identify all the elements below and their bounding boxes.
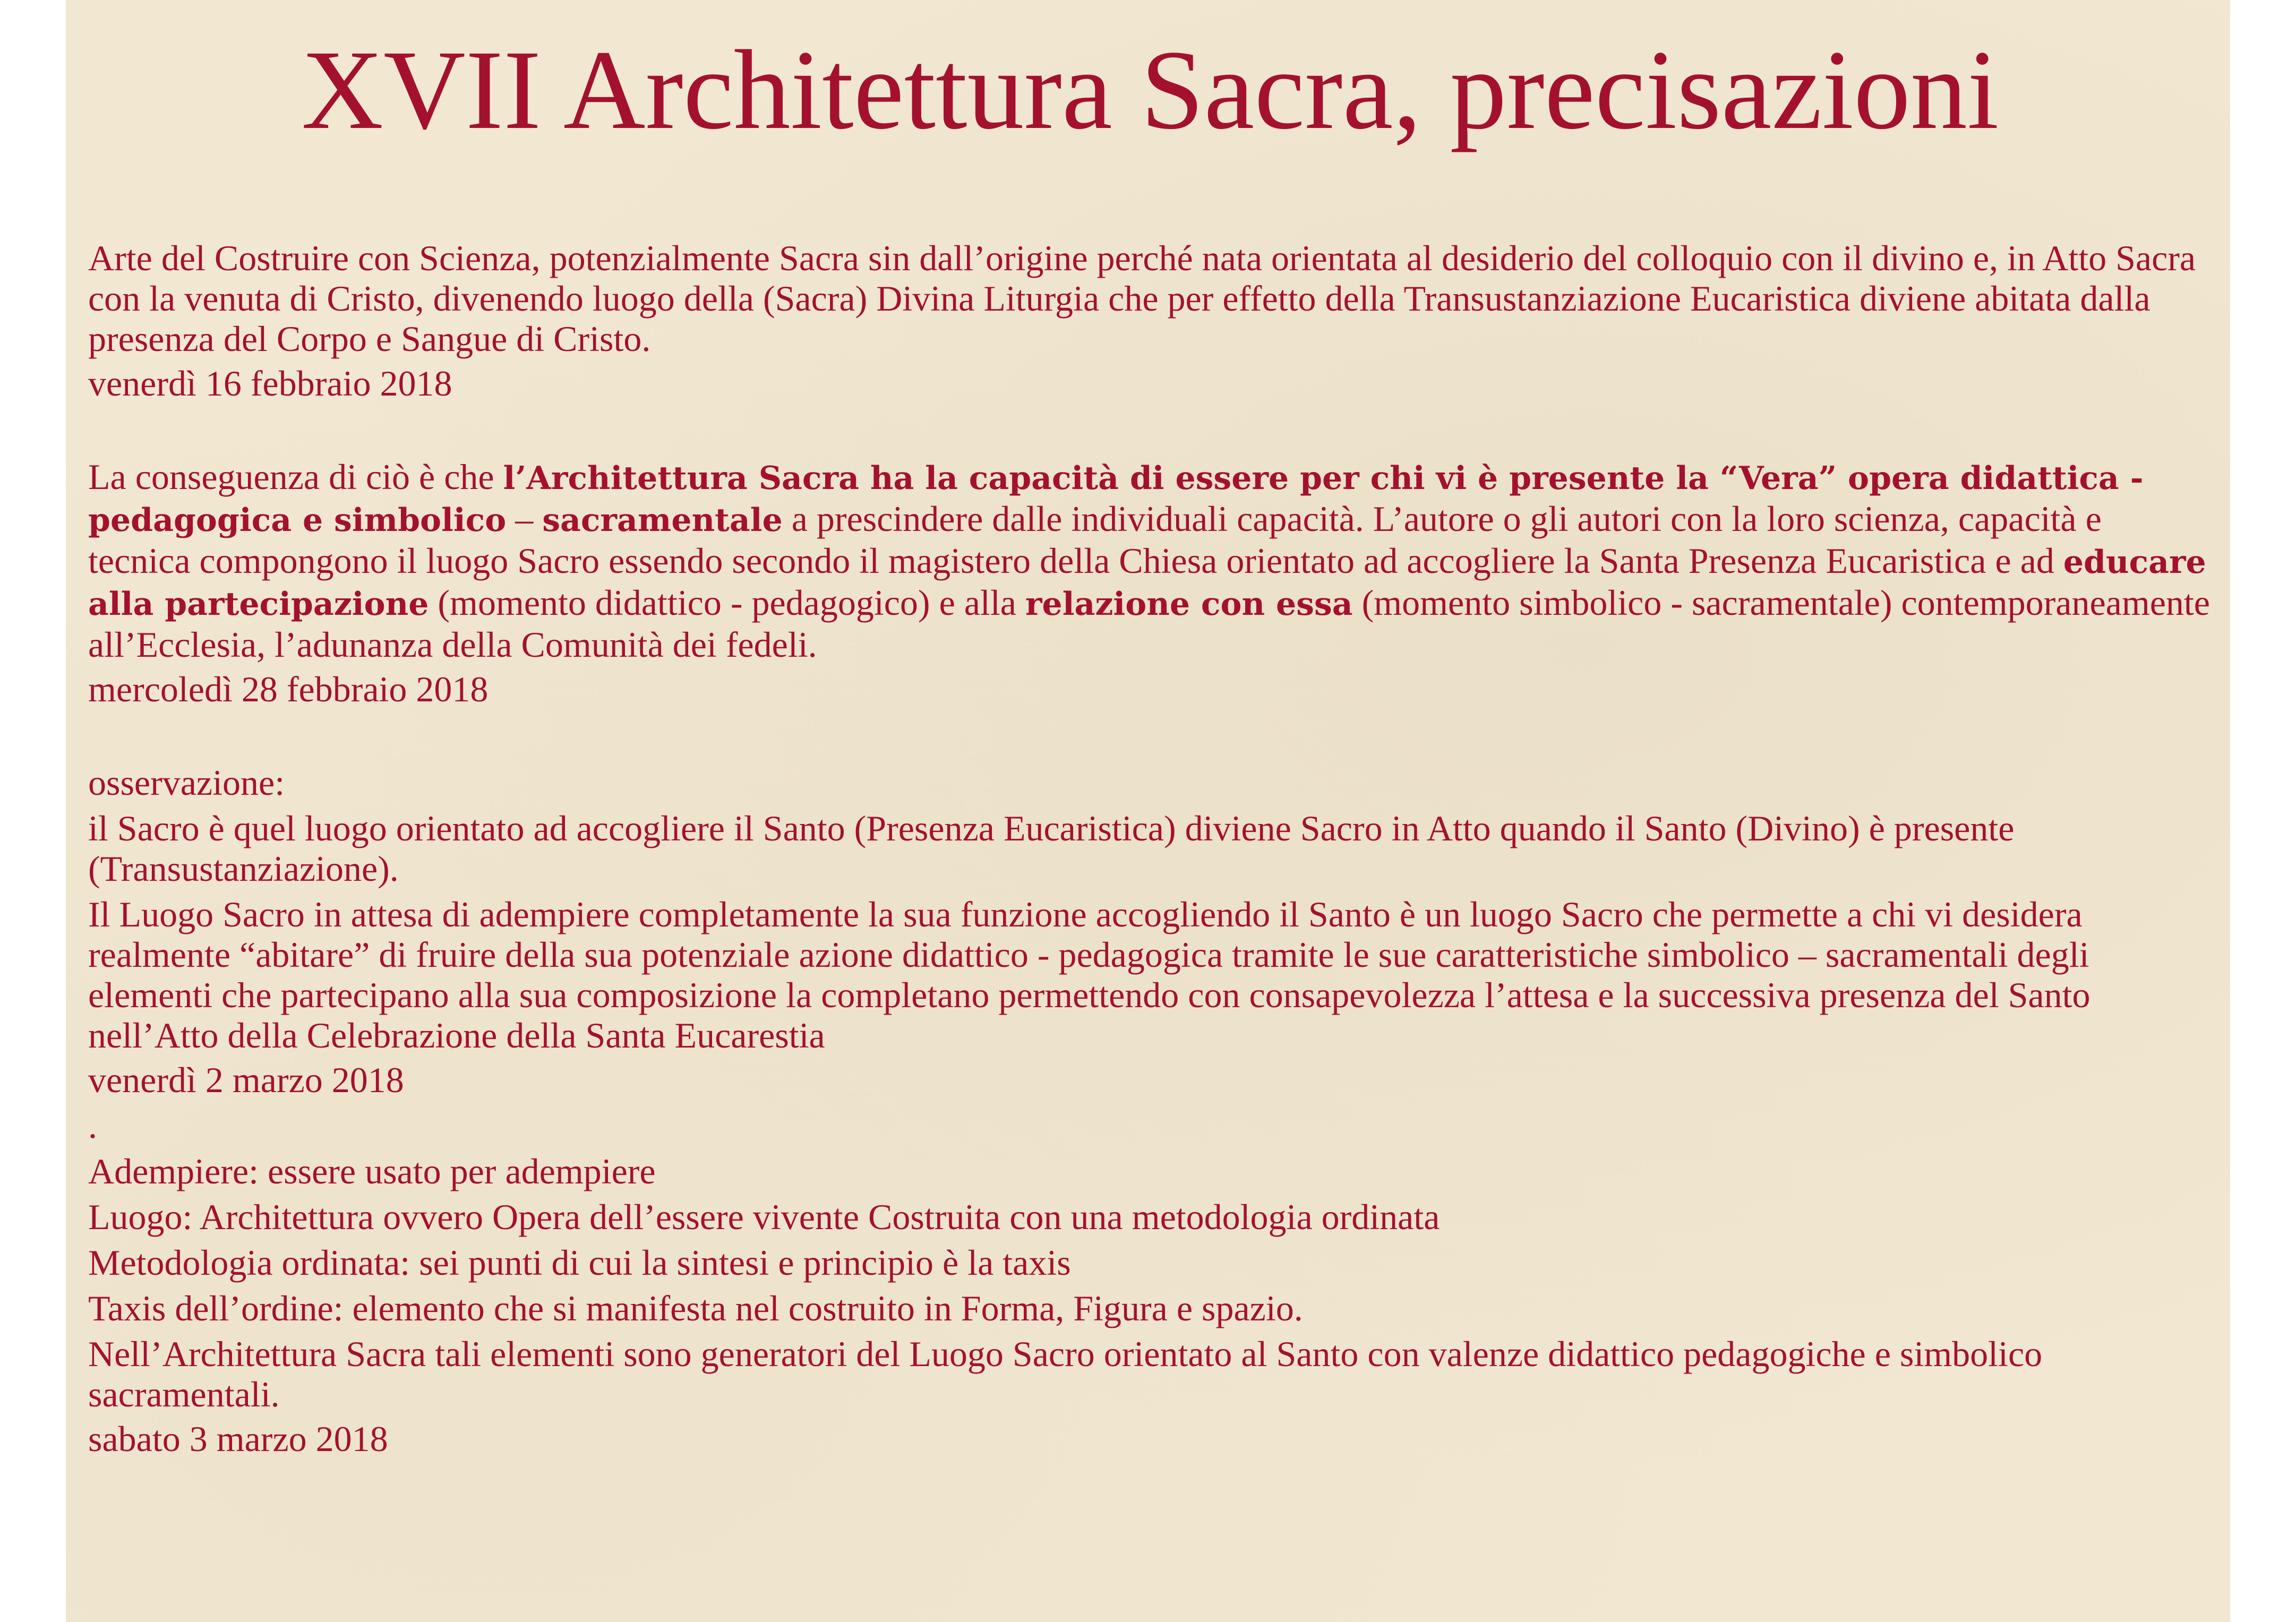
entry-4-separator: . (88, 1105, 97, 1146)
entry-2-segment-intro: La conseguenza di ciò è che (88, 457, 503, 497)
entry-2-date: mercoledì 28 febbraio 2018 (88, 669, 489, 709)
entry-2-bold-capacity: l’Architettura Sacra ha la capacità di essere per chi vi è presente la “Vera” opera didattica - pedagogica e simbolico (88, 460, 2144, 539)
spacer (88, 404, 2212, 457)
page-title: XVII Architettura Sacra, precisazioni (301, 27, 1999, 153)
entry-4-line-4: Taxis dell’ordine: elemento che si manifesta nel costruito in Forma, Figura e spazio. (88, 1288, 1303, 1328)
spacer (88, 709, 2212, 762)
entry-4-line-5: Nell’Architettura Sacra tali elementi sono generatori del Luogo Sacro orientato al Santo con valenze didattico pedagogiche e simbolico sacramentali. (88, 1334, 2043, 1414)
entry-4-line-2: Luogo: Architettura ovvero Opera dell’essere vivente Costruita con una metodologia ordinata (88, 1197, 1440, 1237)
entry-1-date: venerdì 16 febbraio 2018 (88, 363, 452, 404)
entry-2-text (88, 457, 2212, 665)
entry-3-heading: osservazione: (88, 762, 285, 803)
entry-3-paragraph-1: il Sacro è quel luogo orientato ad accogliere il Santo (Presenza Eucaristica) diviene Sacro in Atto quando il Santo (Divino) è presente (Transustanziazione). (88, 808, 2015, 889)
document-page (66, 0, 2230, 1622)
entry-4-date: sabato 3 marzo 2018 (88, 1419, 388, 1459)
entry-2 (88, 457, 2212, 709)
entry-1-text: Arte del Costruire con Scienza, potenzialmente Sacra sin dall’origine perché nata orientata al desiderio del colloquio con il divino e, in Atto Sacra con la venuta di Cristo, divenendo luogo della (Sacra) Divina Liturgia che per effetto della Transustanziazione Eucaristica diviene abitata dalla presenza del Corpo e Sangue di Cristo. (88, 238, 2196, 359)
document-body (88, 238, 2212, 1459)
entry-3 (88, 762, 2212, 1100)
entry-4-line-3: Metodologia ordinata: sei punti di cui la sintesi e principio è la taxis (88, 1242, 1071, 1283)
entry-3-date: venerdì 2 marzo 2018 (88, 1060, 404, 1100)
entry-2-bold-sacramentale: sacramentale (542, 502, 783, 539)
entry-2-segment-dash: – (506, 499, 543, 539)
entry-1 (88, 238, 2212, 404)
entry-2-bold-relazione: relazione con essa (1025, 586, 1353, 623)
entry-4 (88, 1105, 2212, 1459)
entry-4-line-1: Adempiere: essere usato per adempiere (88, 1151, 656, 1191)
entry-2-bold-partecipazione: educare alla partecipazione (88, 544, 2206, 623)
entry-2-segment-between: (momento didattico - pedagogico) e alla (429, 582, 1025, 623)
entry-2-segment-end: (momento simbolico - sacramentale) contemporaneamente all’Ecclesia, l’adunanza della Comunità dei fedeli. (88, 582, 2210, 665)
document-content (88, 0, 2212, 1459)
entry-3-paragraph-2: Il Luogo Sacro in attesa di adempiere completamente la sua funzione accogliendo il Santo è un luogo Sacro che permette a chi vi desidera realmente “abitare” di fruire della sua potenziale azione didattico - pedagogica tramite le sue caratteristiche simbolico – sacramentali degli elementi che partecipano alla sua composizione la completano permettendo con consapevolezza l’attesa e la successiva presenza del Santo nell’Atto della Celebrazione della Santa Eucarestia (88, 894, 2091, 1055)
entry-2-segment-middle: a prescindere dalle individuali capacità. L’autore o gli autori con la loro scienza, capacità e tecnica compongono il luogo Sacro essendo secondo il magistero della Chiesa orientato ad accogliere la Santa Presenza Eucaristica e ad (88, 499, 2102, 581)
